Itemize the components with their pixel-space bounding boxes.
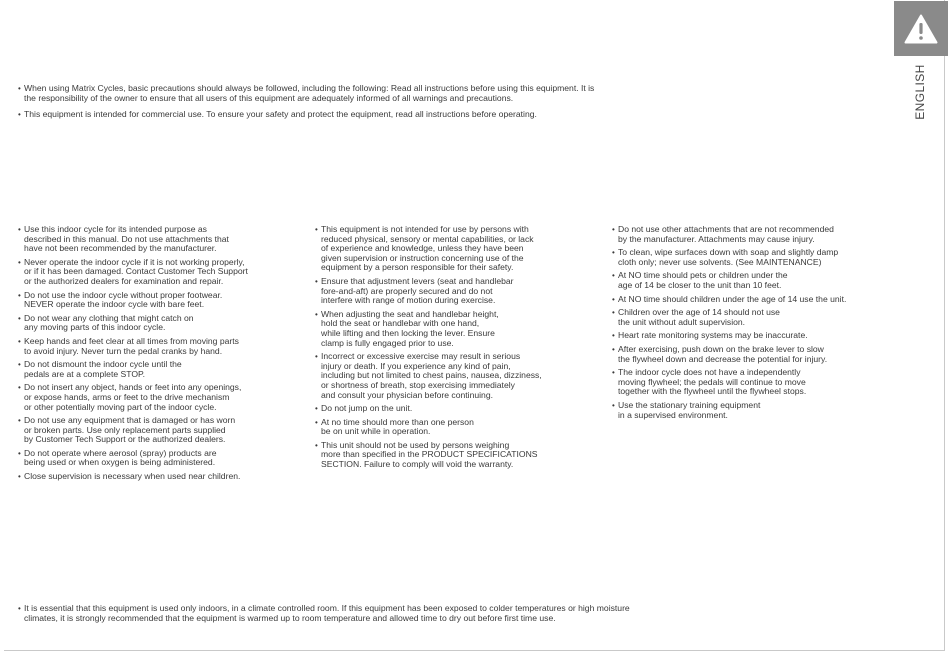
safety-bullet: • After exercising, push down on the brake lever to slow the flywheel down and decrease the potential for injury. [612,345,902,364]
safety-bullet: • Heart rate monitoring systems may be inaccurate. [612,331,902,341]
safety-bullet: • At NO time should children under the age of 14 use the unit. [612,295,902,305]
intro-bullet: • When using Matrix Cycles, basic precautions should always be followed, including the following: Read all instructions before using this equipment. It is the responsibility of the owner to ensure that all users of this equipment are adequately informed of all warnings and precautions. [18,84,718,103]
intro-bullet: • This equipment is intended for commercial use. To ensure your safety and protect the equipment, read all instructions before operating. [18,110,718,120]
safety-bullet: • To clean, wipe surfaces down with soap and slightly damp cloth only; never use solvents. (See MAINTENANCE) [612,248,902,267]
safety-bullet: • Close supervision is necessary when used near children. [18,472,308,482]
safety-bullet: • Do not use any equipment that is damaged or has worn or broken parts. Use only replacement parts supplied by Customer Tech Support or the authorized dealers. [18,416,308,445]
warning-triangle-icon [904,14,938,44]
safety-bullet: • Do not wear any clothing that might catch on any moving parts of this indoor cycle. [18,314,308,333]
footer-note [18,604,738,623]
safety-bullet: • Do not use the indoor cycle without proper footwear. NEVER operate the indoor cycle with bare feet. [18,291,308,310]
intro-section [18,84,718,127]
warning-tab [894,1,948,56]
safety-bullet: • Incorrect or excessive exercise may result in serious injury or death. If you experience any kind of pain, including but not limited to chest pains, nausea, dizziness, or shortness of breath, stop exercising immediately and consult your physician before continuing. [315,352,605,400]
safety-bullet: • Never operate the indoor cycle if it is not working properly, or if it has been damaged. Contact Customer Tech Support or the authorized dealers for examination and repair. [18,258,308,287]
safety-bullet: • Do not operate where aerosol (spray) products are being used or when oxygen is being administered. [18,449,308,468]
safety-bullet: • Ensure that adjustment levers (seat and handlebar fore-and-aft) are properly secured and do not interfere with range of motion during exercise. [315,277,605,306]
safety-bullet: • Children over the age of 14 should not use the unit without adult supervision. [612,308,902,327]
safety-bullet: • When adjusting the seat and handlebar height, hold the seat or handlebar with one hand, while lifting and then locking the lever. Ensure clamp is fully engaged prior to use. [315,310,605,348]
safety-bullet: • Keep hands and feet clear at all times from moving parts to avoid injury. Never turn the pedal cranks by hand. [18,337,308,356]
safety-bullet: • This equipment is not intended for use by persons with reduced physical, sensory or mental capabilities, or lack of experience and knowledge, unless they have been given supervision or instruction concerning use of the equipment by a person responsible for their safety. [315,225,605,273]
language-label: ENGLISH [913,64,927,120]
safety-bullet: • Do not dismount the indoor cycle until the pedals are at a complete STOP. [18,360,308,379]
safety-bullet: • The indoor cycle does not have a independently moving flywheel; the pedals will continue to move together with the flywheel until the flywheel stops. [612,368,902,397]
safety-column-2 [315,225,605,474]
safety-bullet: • This unit should not be used by persons weighing more than specified in the PRODUCT SPECIFICATIONS SECTION. Failure to comply will void the warranty. [315,441,605,470]
safety-bullet: • Use this indoor cycle for its intended purpose as described in this manual. Do not use attachments that have not been recommended by the manufacturer. [18,225,308,254]
safety-bullet: • At no time should more than one person be on unit while in operation. [315,418,605,437]
safety-bullet: • Do not insert any object, hands or feet into any openings, or expose hands, arms or feet to the drive mechanism or other potentially moving part of the indoor cycle. [18,383,308,412]
safety-column-1 [18,225,308,486]
safety-column-3 [612,225,902,424]
safety-bullet: • At NO time should pets or children under the age of 14 be closer to the unit than 10 feet. [612,271,902,290]
footer-bullet: • It is essential that this equipment is used only indoors, in a climate controlled room. If this equipment has been exposed to colder temperatures or high moisture climates, it is strongly recommended that the equipment is warmed up to room temperature and allowed time to dry out before first time use. [18,604,738,623]
safety-bullet: • Do not jump on the unit. [315,404,605,414]
safety-bullet: • Do not use other attachments that are not recommended by the manufacturer. Attachments may cause injury. [612,225,902,244]
safety-bullet: • Use the stationary training equipment in a supervised environment. [612,401,902,420]
